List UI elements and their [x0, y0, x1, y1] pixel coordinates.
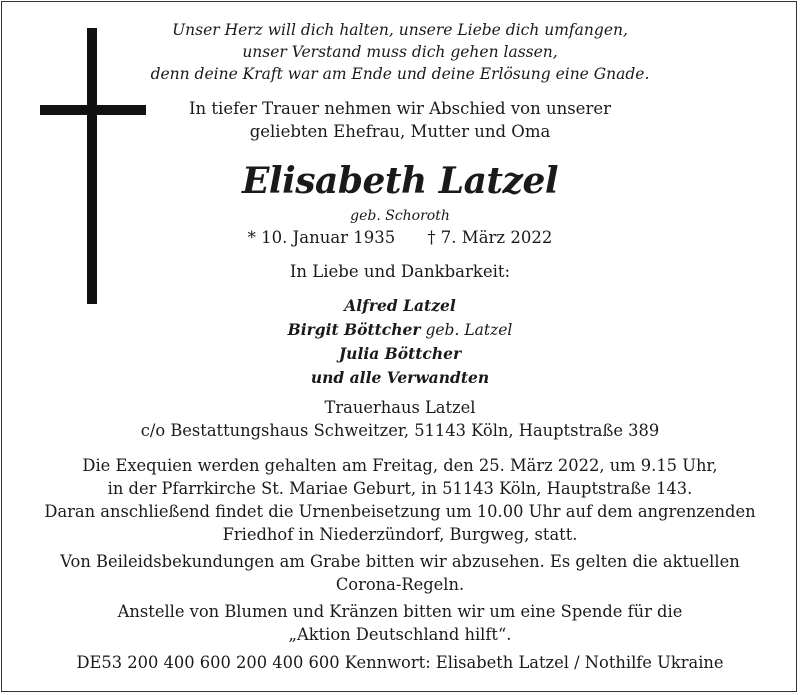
deceased-name: Elisabeth Latzel: [241, 160, 559, 202]
service-line-1: Die Exequien werden gehalten am Freitag, den 25. März 2022, um 9.15 Uhr,: [82, 456, 718, 475]
family-member-3: Julia Böttcher: [338, 344, 462, 363]
poem-line-3: denn deine Kraft war am Ende und deine Erlösung eine Gnade.: [150, 65, 650, 83]
donation-line-2: „Aktion Deutschland hilft“.: [288, 625, 512, 644]
family-member-2-name: Birgit Böttcher: [287, 320, 421, 339]
donation-line-1: Anstelle von Blumen und Kränzen bitten wir um eine Spende für die: [117, 602, 683, 621]
death-date: † 7. März 2022: [427, 228, 553, 247]
service-line-2: in der Pfarrkirche St. Mariae Geburt, in 51143 Köln, Hauptstraße 143.: [107, 479, 693, 498]
address-line-2: c/o Bestattungshaus Schweitzer, 51143 Köln, Hauptstraße 389: [140, 421, 660, 440]
family-member-1: Alfred Latzel: [344, 296, 456, 315]
poem-line-1: Unser Herz will dich halten, unsere Liebe dich umfangen,: [172, 21, 628, 39]
service-line-3: Daran anschließend findet die Urnenbeisetzung um 10.00 Uhr auf dem angrenzenden: [44, 502, 756, 521]
condolence-line-2: Corona-Regeln.: [335, 575, 465, 594]
birth-date: * 10. Januar 1935: [247, 228, 396, 247]
family-member-4: und alle Verwandten: [310, 368, 490, 387]
family-member-2-suffix: geb. Latzel: [420, 321, 513, 339]
intro-line-2: geliebten Ehefrau, Mutter und Oma: [249, 122, 551, 141]
address-line-1: Trauerhaus Latzel: [324, 398, 476, 417]
intro-line-1: In tiefer Trauer nehmen wir Abschied von unserer: [189, 99, 611, 118]
condolence-line-1: Von Beileidsbekundungen am Grabe bitten wir abzusehen. Es gelten die aktuellen: [60, 552, 740, 571]
service-line-4: Friedhof in Niederzündorf, Burgweg, statt.: [222, 525, 578, 544]
bank-details: DE53 200 400 600 200 400 600 Kennwort: Elisabeth Latzel / Nothilfe Ukraine: [76, 653, 724, 672]
life-dates: [100, 228, 700, 247]
maiden-name: geb. Schoroth: [350, 208, 450, 224]
family-member-2: [100, 320, 700, 339]
poem-line-2: unser Verstand muss dich gehen lassen,: [242, 43, 558, 61]
gratitude-line: In Liebe und Dankbarkeit:: [289, 262, 511, 281]
